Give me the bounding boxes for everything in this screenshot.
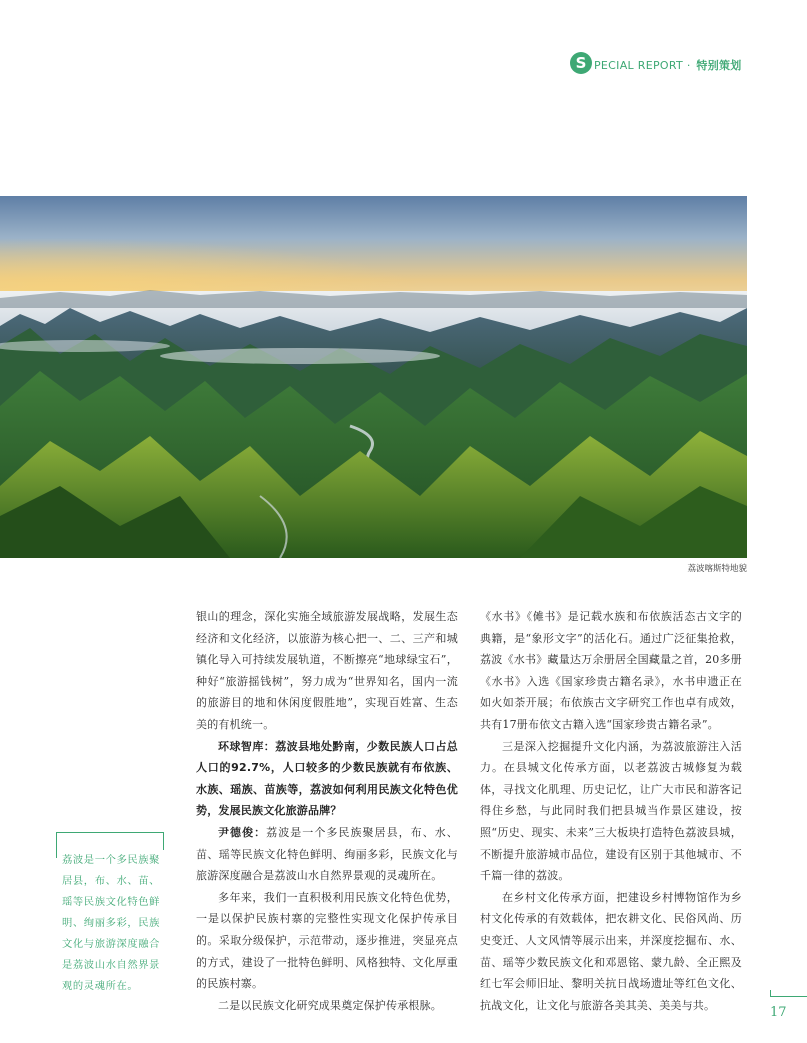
photo-caption: 荔波喀斯特地貌	[687, 564, 747, 574]
section-title-cn: 特别策划	[696, 59, 742, 72]
paragraph: 二是以民族文化研究成果奠定保护传承根脉。	[218, 998, 442, 1012]
paragraph: 多年来，我们一直积极利用民族文化特色优势，一是以保护民族村寨的完整性实现文化保护传承目的。采取分级保护，示范带动，逐步推进，突显亮点的方式，建设了一批特色鲜明、风格独特、文化厚重的民族村寨。	[196, 890, 458, 991]
answer-speaker: 尹德俊：	[218, 825, 267, 839]
pull-quote-rule	[56, 832, 164, 833]
landscape-photo	[0, 196, 747, 558]
section-title: PECIAL REPORT	[594, 59, 684, 72]
page-number: 17	[770, 1005, 787, 1020]
interview-question	[196, 736, 458, 822]
pull-quote	[56, 832, 164, 992]
pull-quote-right-rule	[163, 832, 164, 850]
article-column-right	[480, 606, 742, 1016]
article-column-left	[196, 606, 458, 1016]
question-text: 荔波县地处黔南，少数民族人口占总人口的92.7%，人口较多的少数民族就有布依族、水族、瑶族、苗族等，荔波如何利用民族文化特色优势，发展民族文化旅游品牌？	[196, 739, 458, 818]
paragraph: 三是深入挖掘提升文化内涵，为荔波旅游注入活力。在县城文化传承方面，以老荔波古城修复为载体，寻找文化肌理、历史记忆，让广大市民和游客记得住乡愁，与此同时我们把县城当作景区建设，按照“历史、现实、未来”三大板块打造特色荔波县城，不断提升旅游城市品位，建设有区别于其他城市、不千篇一律的荔波。	[480, 739, 742, 883]
paragraph: 在乡村文化传承方面，把建设乡村博物馆作为乡村文化传承的有效载体，把农耕文化、民俗风尚、历史变迁、人文风情等展示出来，并深度挖掘布、水、苗、瑶等少数民族文化和邓恩铭、蒙九龄、全正熙及红七军会师旧址、黎明关抗日战场遗址等红色文化、抗战文化，让文化与旅游各美其美、美美与共。	[480, 890, 742, 1012]
paragraph: 《水书》《傩书》是记载水族和布依族活态古文字的典籍，是“象形文字”的活化石。通过广泛征集抢救，荔波《水书》藏量达万余册居全国藏量之首，20多册《水书》入选《国家珍贵古籍名录》，水书申遗正在如火如荼开展；布依族古文字研究工作也卓有成效，共有17册布依文古籍入选“国家珍贵古籍名录”。	[480, 610, 742, 731]
karst-landscape-illustration	[0, 196, 747, 558]
section-header-text	[594, 57, 742, 73]
answer-text: 荔波是一个多民族聚居县，布、水、苗、瑶等民族文化特色鲜明、绚丽多彩，民族文化与旅游深度融合是荔波山水自然界景观的灵魂所在。	[196, 825, 458, 883]
interview-answer	[196, 822, 458, 887]
question-speaker: 环球智库：	[218, 739, 276, 753]
special-report-logo: S	[570, 52, 592, 74]
page-number-rule	[770, 996, 807, 997]
pull-quote-text: 荔波是一个多民族聚居县，布、水、苗、瑶等民族文化特色鲜明、绚丽多彩，民族文化与旅游深度融合是荔波山水自然界景观的灵魂所在。	[62, 854, 161, 992]
section-header	[570, 52, 770, 76]
paragraph: 银山的理念，深化实施全域旅游发展战略，发展生态经济和文化经济，以旅游为核心把一、二、三产和城镇化导入可持续发展轨道，不断擦亮“地球绿宝石”，种好“旅游摇钱树”，努力成为“世界知名，国内一流的旅游目的地和休闲度假胜地”，实现百姓富、生态美的有机统一。	[196, 610, 458, 731]
pull-quote-left-rule	[56, 832, 57, 858]
section-separator: ·	[686, 59, 691, 72]
